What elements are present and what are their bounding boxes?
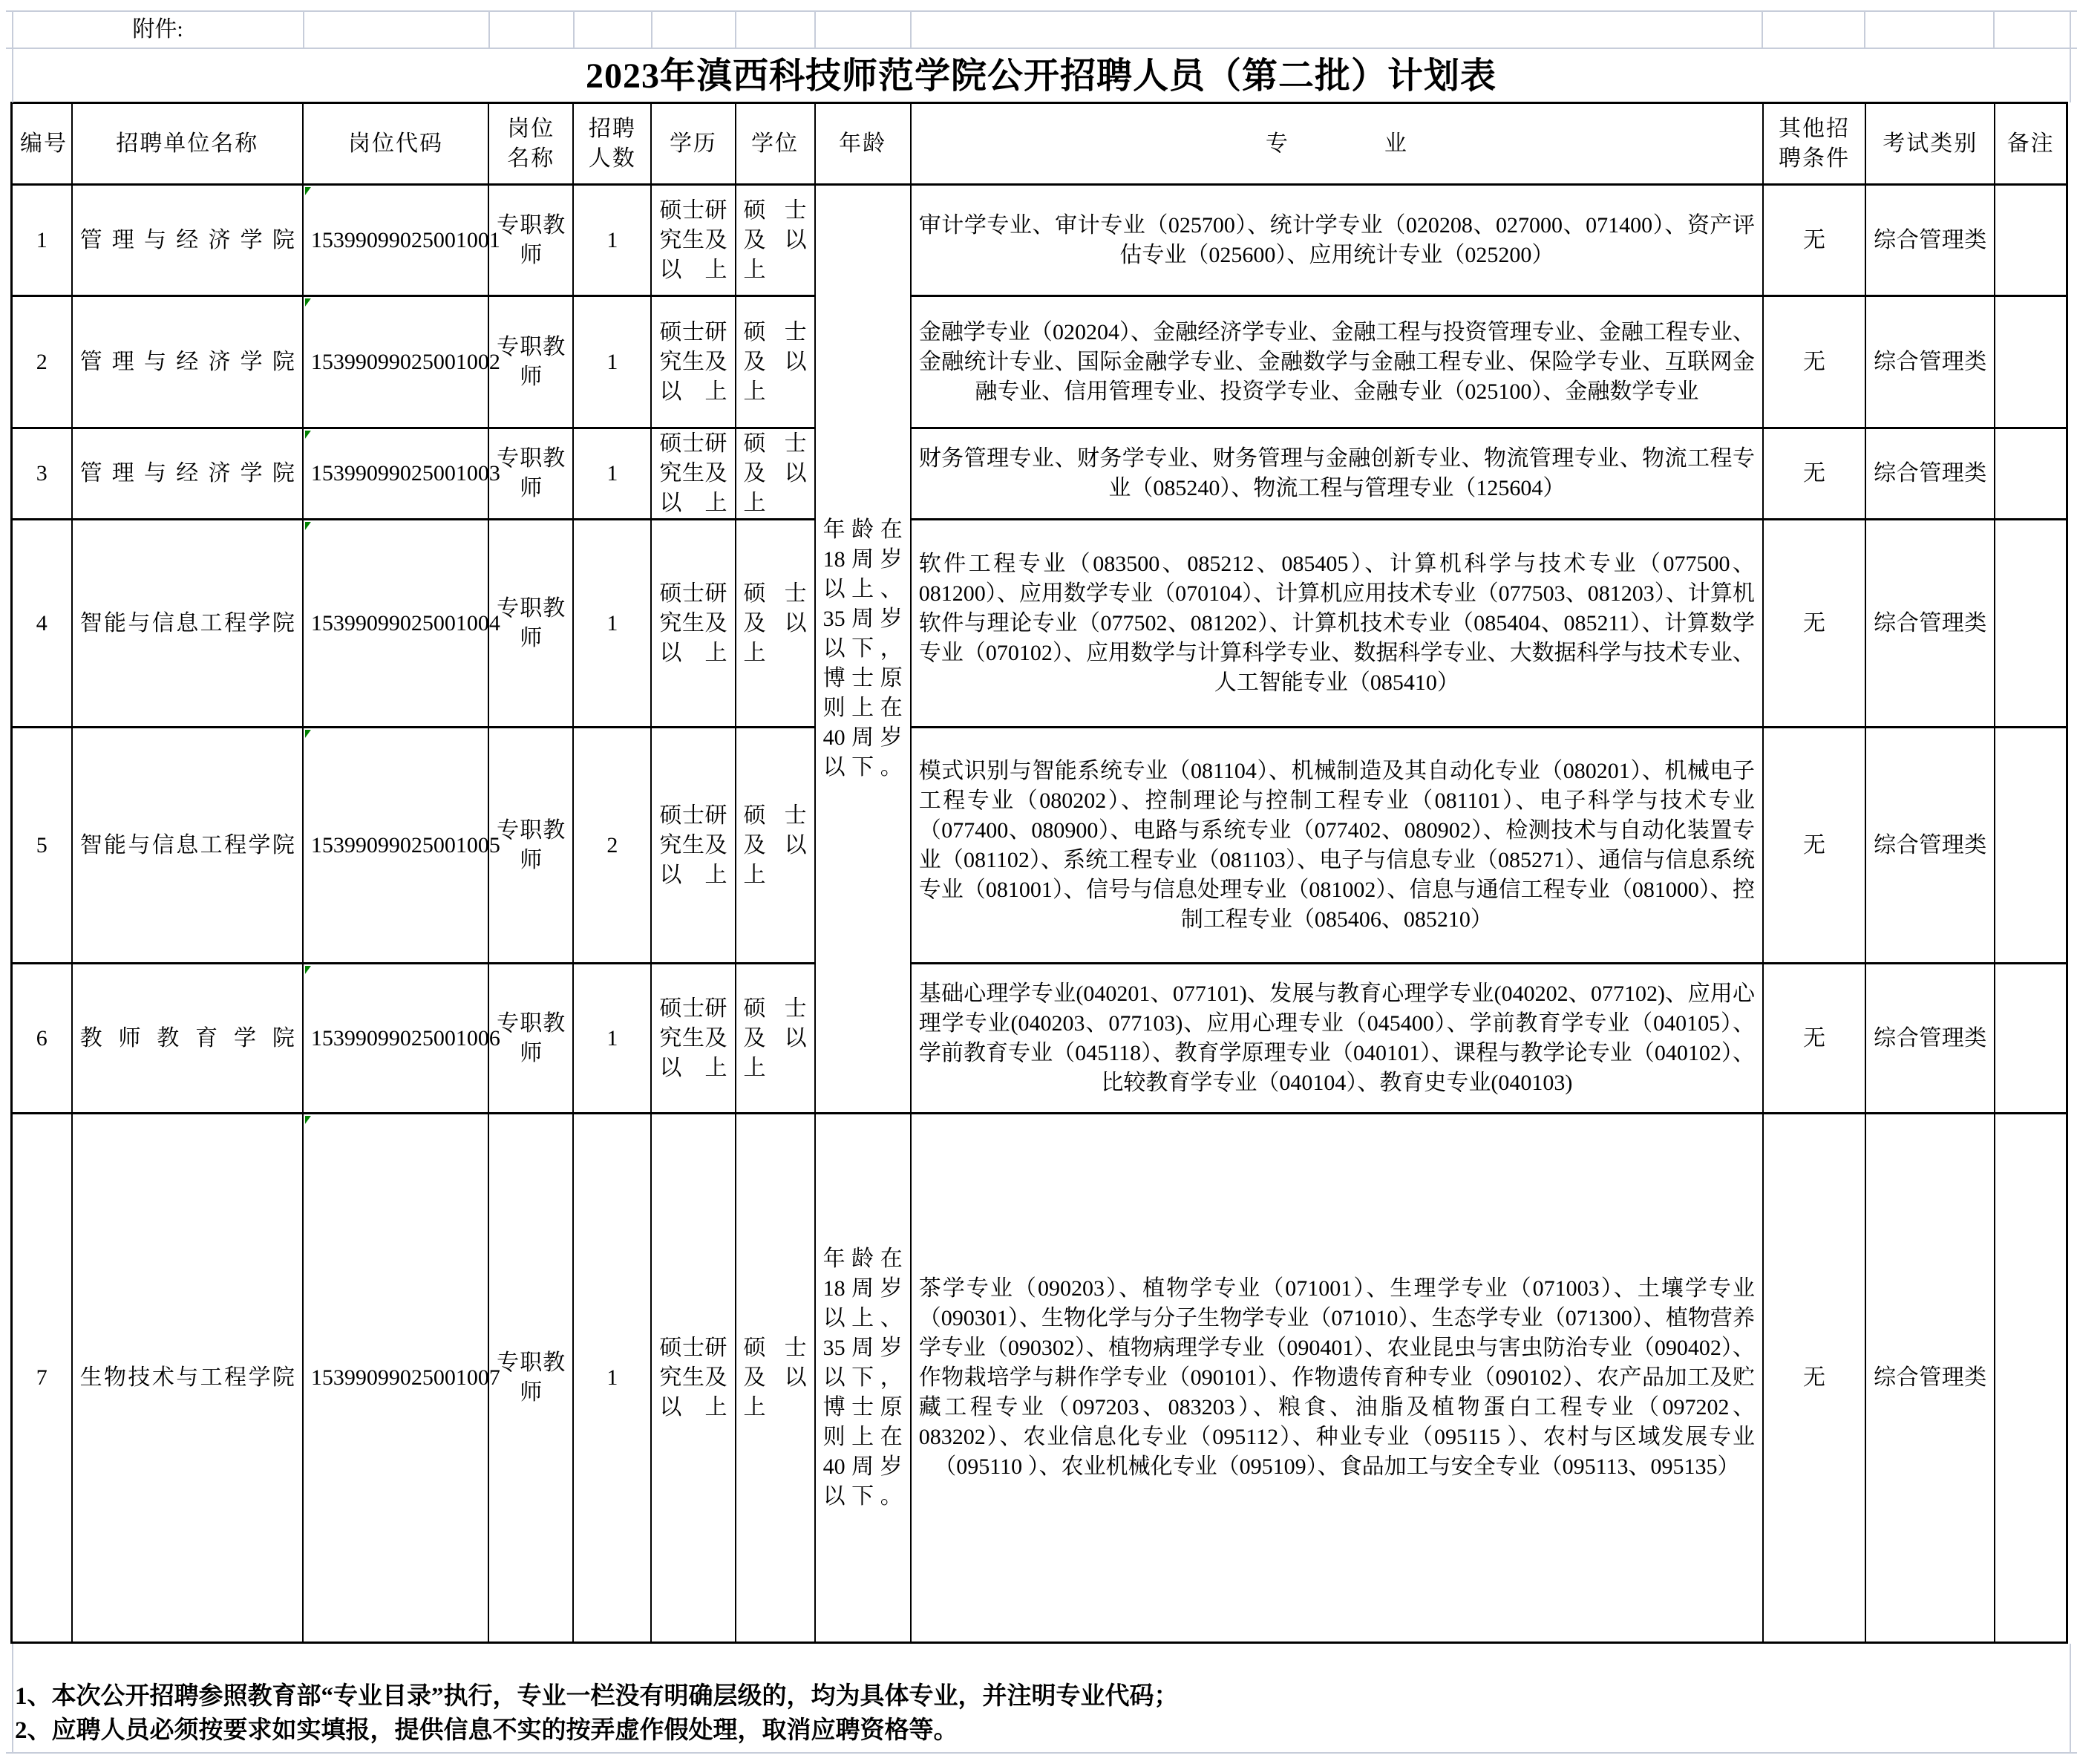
cell-exam: 综合管理类 (1865, 296, 1995, 428)
cell-degree: 硕士及以上 (736, 1114, 815, 1643)
cell-code (303, 296, 500, 428)
cell-post: 专职教师 (488, 728, 573, 964)
text-format-flag-icon (305, 522, 311, 530)
code-value: 15399099025001005 (310, 832, 500, 858)
cell-unit: 智能与信息工程学院 (72, 728, 303, 964)
cell-exam: 综合管理类 (1865, 428, 1995, 520)
cell-unit: 生物技术与工程学院 (72, 1114, 303, 1643)
cell-exam: 综合管理类 (1865, 964, 1995, 1114)
code-value: 15399099025001002 (310, 349, 500, 374)
cell-count: 1 (573, 428, 651, 520)
code-value: 15399099025001004 (310, 610, 500, 636)
grid-line (2070, 10, 2071, 102)
cell-exam: 综合管理类 (1865, 520, 1995, 728)
cell-edu: 硕士研究生及以上 (651, 520, 735, 728)
cell-exam: 综合管理类 (1865, 728, 1995, 964)
cell-other: 无 (1763, 428, 1865, 520)
cell-exam: 综合管理类 (1865, 185, 1995, 296)
text-format-flag-icon (305, 966, 311, 974)
cell-other: 无 (1763, 185, 1865, 296)
table-row (12, 428, 2067, 520)
cell-remark (1995, 185, 2067, 296)
grid-line (6, 48, 2077, 49)
page-title: 2023年滇西科技师范学院公开招聘人员（第二批）计划表 (585, 56, 1497, 96)
table-row (12, 296, 2067, 428)
grid-line (1993, 10, 1995, 49)
footnote-line: 2、应聘人员必须按要求如实填报，提供信息不实的按弄虚作假处理，取消应聘资格等。 (15, 1717, 958, 1744)
cell-remark (1995, 728, 2067, 964)
grid-line (651, 10, 652, 49)
text-format-flag-icon (305, 187, 311, 195)
cell-post: 专职教师 (488, 185, 573, 296)
grid-line (488, 10, 490, 49)
cell-remark (1995, 1114, 2067, 1643)
table-row (12, 1114, 2067, 1643)
cell-count: 1 (573, 520, 651, 728)
cell-count: 2 (573, 728, 651, 964)
grid-line (12, 1644, 13, 1754)
cell-post: 专职教师 (488, 1114, 573, 1643)
footnotes (15, 1679, 2056, 1748)
grid-line (303, 10, 304, 49)
header-degree: 学位 (736, 103, 815, 185)
header-no: 编号 (12, 103, 72, 185)
cell-major: 基础心理学专业(040201、077101)、发展与教育心理学专业(040202、077102)、应用心理学专业(040203、077103)、应用心理专业（045400）、学前教育学专业（040105）、学前教育专业（045118）、教育学原理专业（040101）、课程与教学论专业（040102）、比较教育学专业（040104）、教育史专业(040103) (911, 964, 1763, 1114)
header-edu: 学历 (651, 103, 735, 185)
header-count: 招聘人数 (573, 103, 651, 185)
cell-post: 专职教师 (488, 520, 573, 728)
header-other: 其他招聘条件 (1763, 103, 1865, 185)
grid-line (910, 10, 912, 49)
table-row (12, 728, 2067, 964)
code-value: 15399099025001006 (310, 1025, 500, 1051)
header-major: 专 业 (911, 103, 1763, 185)
cell-post: 专职教师 (488, 296, 573, 428)
cell-post: 专职教师 (488, 964, 573, 1114)
cell-remark (1995, 428, 2067, 520)
cell-edu: 硕士研究生及以上 (651, 428, 735, 520)
header-remark: 备注 (1995, 103, 2067, 185)
cell-code (303, 1114, 500, 1643)
grid-line (6, 1752, 2077, 1754)
cell-count: 1 (573, 296, 651, 428)
cell-major: 财务管理专业、财务学专业、财务管理与金融创新专业、物流管理专业、物流工程专业（085240）、物流工程与管理专业（125604） (911, 428, 1763, 520)
cell-remark (1995, 964, 2067, 1114)
cell-no: 2 (12, 296, 72, 428)
cell-code (303, 428, 500, 520)
text-format-flag-icon (305, 298, 311, 307)
cell-unit: 管理与经济学院 (72, 428, 303, 520)
cell-code (303, 964, 500, 1114)
text-format-flag-icon (305, 1116, 311, 1124)
header-post: 岗位名称 (488, 103, 573, 185)
header-unit: 招聘单位名称 (72, 103, 303, 185)
cell-edu: 硕士研究生及以上 (651, 964, 735, 1114)
cell-age-merged: 年龄在18周岁以上、35周岁以下，博士原则上在40周岁以下。 (815, 185, 911, 1114)
cell-no: 4 (12, 520, 72, 728)
text-format-flag-icon (305, 730, 311, 738)
cell-major: 审计学专业、审计专业（025700）、统计学专业（020208、027000、071400）、资产评估专业（025600）、应用统计专业（025200） (911, 185, 1763, 296)
table-row (12, 520, 2067, 728)
cell-other: 无 (1763, 1114, 1865, 1643)
code-value: 15399099025001003 (310, 461, 500, 486)
cell-code (303, 728, 500, 964)
cell-other: 无 (1763, 964, 1865, 1114)
table-row (12, 185, 2067, 296)
recruitment-table (10, 102, 2068, 1644)
cell-major: 软件工程专业（083500、085212、085405）、计算机科学与技术专业（077500、081200）、应用数学专业（070104）、计算机应用技术专业（077503、081203）、计算机软件与理论专业（077502、081202）、计算机技术专业（085404、085211）、计算数学专业（070102）、应用数学与计算科学专业、数据科学专业、大数据科学与技术专业、人工智能专业（085410） (911, 520, 1763, 728)
cell-remark (1995, 296, 2067, 428)
cell-other: 无 (1763, 728, 1865, 964)
cell-edu: 硕士研究生及以上 (651, 728, 735, 964)
cell-major: 茶学专业（090203）、植物学专业（071001）、生理学专业（071003）、土壤学专业（090301）、生物化学与分子生物学专业（071010）、生态学专业（071300）、植物营养学专业（090302）、植物病理学专业（090401）、农业昆虫与害虫防治专业（090402）、作物栽培学与耕作学专业（090101）、作物遗传育种专业（090102）、农产品加工及贮藏工程专业（097203、083203）、粮食、油脂及植物蛋白工程专业（097202、083202）、农业信息化专业（095112）、种业专业（095115 ）、农村与区域发展专业（095110 ）、农业机械化专业（095109）、食品加工与安全专业（095113、095135） (911, 1114, 1763, 1643)
cell-unit: 智能与信息工程学院 (72, 520, 303, 728)
cell-edu: 硕士研究生及以上 (651, 185, 735, 296)
cell-degree: 硕士及以上 (736, 964, 815, 1114)
grid-line (2070, 1644, 2071, 1754)
cell-degree: 硕士及以上 (736, 728, 815, 964)
cell-degree: 硕士及以上 (736, 428, 815, 520)
text-format-flag-icon (305, 431, 311, 439)
cell-degree: 硕士及以上 (736, 296, 815, 428)
cell-degree: 硕士及以上 (736, 520, 815, 728)
cell-other: 无 (1763, 296, 1865, 428)
cell-major: 模式识别与智能系统专业（081104）、机械制造及其自动化专业（080201）、机械电子工程专业（080202）、控制理论与控制工程专业（081101）、电子科学与技术专业（077400、080900）、电路与系统专业（077402、080902）、检测技术与自动化装置专业（081102）、系统工程专业（081103）、电子与信息专业（085271）、通信与信息系统专业（081001）、信号与信息处理专业（081002）、信息与通信工程专业（081000）、控制工程专业（085406、085210） (911, 728, 1763, 964)
cell-exam: 综合管理类 (1865, 1114, 1995, 1643)
grid-line (1762, 10, 1763, 49)
grid-line (6, 10, 2077, 12)
cell-post: 专职教师 (488, 428, 573, 520)
cell-major: 金融学专业（020204）、金融经济学专业、金融工程与投资管理专业、金融工程专业、金融统计专业、国际金融学专业、金融数学与金融工程专业、保险学专业、互联网金融专业、信用管理专业、投资学专业、金融专业（025100）、金融数学专业 (911, 296, 1763, 428)
attachment-label: 附件: (132, 17, 183, 42)
table-row (12, 964, 2067, 1114)
grid-line (1864, 10, 1865, 49)
cell-code (303, 520, 500, 728)
cell-no: 5 (12, 728, 72, 964)
code-value: 15399099025001001 (310, 227, 500, 252)
grid-line (814, 10, 816, 49)
grid-line (12, 10, 13, 102)
header-exam: 考试类别 (1865, 103, 1995, 185)
cell-remark (1995, 520, 2067, 728)
cell-other: 无 (1763, 520, 1865, 728)
header-age: 年龄 (815, 103, 911, 185)
cell-degree: 硕士及以上 (736, 185, 815, 296)
cell-edu: 硕士研究生及以上 (651, 1114, 735, 1643)
footnote-line: 1、本次公开招聘参照教育部“专业目录”执行，专业一栏没有明确层级的，均为具体专业，并注明专业代码； (15, 1683, 1179, 1710)
cell-unit: 教师教育学院 (72, 964, 303, 1114)
cell-no: 3 (12, 428, 72, 520)
cell-no: 1 (12, 185, 72, 296)
cell-age: 年龄在18周岁以上、35周岁以下，博士原则上在40周岁以下。 (815, 1114, 911, 1643)
header-row (12, 103, 2067, 185)
header-code: 岗位代码 (303, 103, 488, 185)
cell-unit: 管理与经济学院 (72, 296, 303, 428)
cell-count: 1 (573, 1114, 651, 1643)
code-value: 15399099025001007 (310, 1365, 500, 1390)
grid-line (735, 10, 736, 49)
cell-unit: 管理与经济学院 (72, 185, 303, 296)
cell-count: 1 (573, 964, 651, 1114)
grid-line (573, 10, 575, 49)
cell-edu: 硕士研究生及以上 (651, 296, 735, 428)
cell-count: 1 (573, 185, 651, 296)
cell-code (303, 185, 500, 296)
cell-no: 7 (12, 1114, 72, 1643)
cell-no: 6 (12, 964, 72, 1114)
